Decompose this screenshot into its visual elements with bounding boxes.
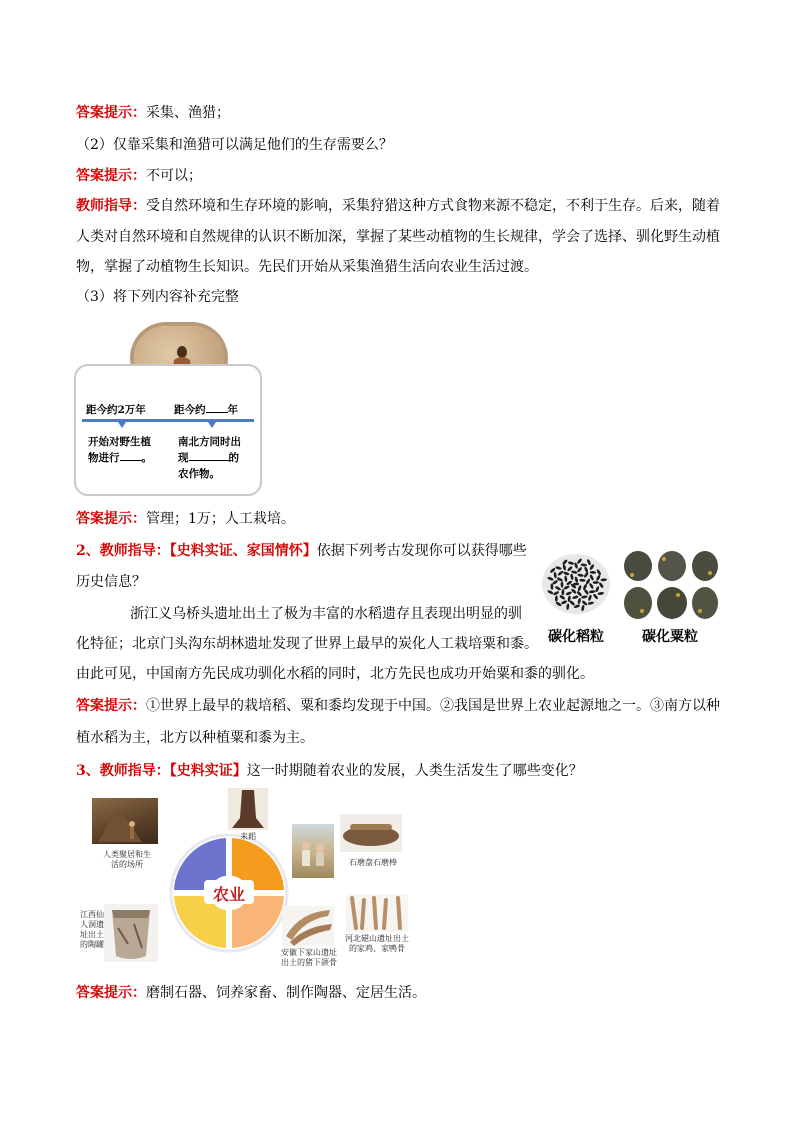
timeline-left-head: 距今约2万年 xyxy=(86,404,146,416)
leisi-photo xyxy=(228,788,268,830)
rice-grains-image xyxy=(536,546,616,622)
bones-photo xyxy=(346,894,408,932)
section-2-answer-line2: 植水稻为主，北方以种植粟和黍为主。 xyxy=(76,730,314,746)
timeline-left-body: 开始对野生植 物进行 。 xyxy=(88,436,152,464)
rice-grains-icon xyxy=(536,546,616,622)
teacher-guide-1: 教师指导：受自然环境和生存环境的影响，采集狩猎这种方式食物来源不稳定，不利于生存。后来，随着 xyxy=(76,198,720,214)
answer-hint-2: 答案提示：不可以； xyxy=(76,168,202,184)
section-2-passage-3: 由此可见，中国南方先民成功驯化水稻的同时，北方先民也成功开始粟和黍的驯化。 xyxy=(76,666,594,682)
timeline-marker-right xyxy=(208,422,216,428)
farmers-icon xyxy=(292,824,334,878)
teacher-guide-1-line2: 人类对自然环境和自然规律的认识不断加深，掌握了某些动植物的生长规律，学会了选择、驯化野生动植 xyxy=(76,229,720,245)
section-2-passage-1: 浙江义乌桥头遗址出土了极为丰富的水稻遗存且表现出明显的驯 xyxy=(130,606,522,622)
section-3-question: 3、教师指导：【史料实证】这一时期随着农业的发展，人类生活发生了哪些变化？ xyxy=(76,763,583,779)
field-work-photo xyxy=(292,824,334,878)
millstone-photo xyxy=(340,814,402,852)
bones-caption: 河北磁山遗址出土 的家鸡、家鸭骨 xyxy=(345,934,409,953)
section-2-question: 2、教师指导：【史料实证、家国情怀】依据下列考古发现你可以获得哪些 xyxy=(76,543,527,559)
millet-grains-image xyxy=(622,549,720,623)
millet-grains-icon xyxy=(622,549,720,623)
timeline-figure xyxy=(74,322,260,494)
jawbone-icon xyxy=(282,906,334,946)
timeline-right-body: 南北方同时出 现 的 农作物。 xyxy=(178,436,241,480)
plough-tool-icon xyxy=(228,788,268,830)
millstone-caption: 石磨盘石磨棒 xyxy=(349,858,397,867)
answer-hint-1: 答案提示：采集、渔猎； xyxy=(76,105,230,121)
hut-icon xyxy=(92,798,158,844)
pottery-jar-icon xyxy=(104,904,158,962)
dwelling-caption: 人类聚居和生 活的场所 xyxy=(103,850,151,869)
section-2-passage-2: 化特征；北京门头沟东胡林遗址发现了世界上最早的炭化人工栽培粟和黍。 xyxy=(76,636,538,652)
leisi-caption: 耒耜 xyxy=(240,832,256,841)
answer-hint-3: 答案提示：管理；1万；人工栽培。 xyxy=(76,511,295,527)
pig-jaw-photo xyxy=(282,906,334,946)
section-2-answer: 答案提示：①世界上最早的栽培稻、粟和黍均发现于中国。②我国是世界上农业起源地之一。③南方以种 xyxy=(76,698,720,714)
pot-caption: 江西仙 人洞遗 址出土 的陶罐 xyxy=(80,910,104,949)
pig-jaw-caption: 安徽下家山遗址 出土的猪下颌骨 xyxy=(281,948,337,967)
timeline-right-head: 距今约 年 xyxy=(174,404,238,416)
bird-bones-icon xyxy=(346,894,408,932)
agriculture-label: 农业 xyxy=(212,885,245,904)
rice-caption: 碳化稻粒 xyxy=(548,629,604,645)
teacher-guide-1-line3: 物，掌握了动植物生长知识。先民们开始从采集渔猎生活向农业生活过渡。 xyxy=(76,259,538,275)
question-3: （3）将下列内容补充完整 xyxy=(76,289,239,305)
pot-photo xyxy=(104,904,158,962)
section-3-answer: 答案提示：磨制石器、饲养家畜、制作陶器、定居生活。 xyxy=(76,985,426,1001)
question-2: （2）仅靠采集和渔猎可以满足他们的生存需要么？ xyxy=(76,137,393,153)
dwelling-photo xyxy=(92,798,158,844)
section-2-question-line2: 历史信息？ xyxy=(76,574,146,590)
millet-caption: 碳化粟粒 xyxy=(642,629,698,645)
millstone-icon xyxy=(340,814,402,852)
agriculture-diagram xyxy=(80,788,420,976)
timeline-marker-left xyxy=(118,422,126,428)
